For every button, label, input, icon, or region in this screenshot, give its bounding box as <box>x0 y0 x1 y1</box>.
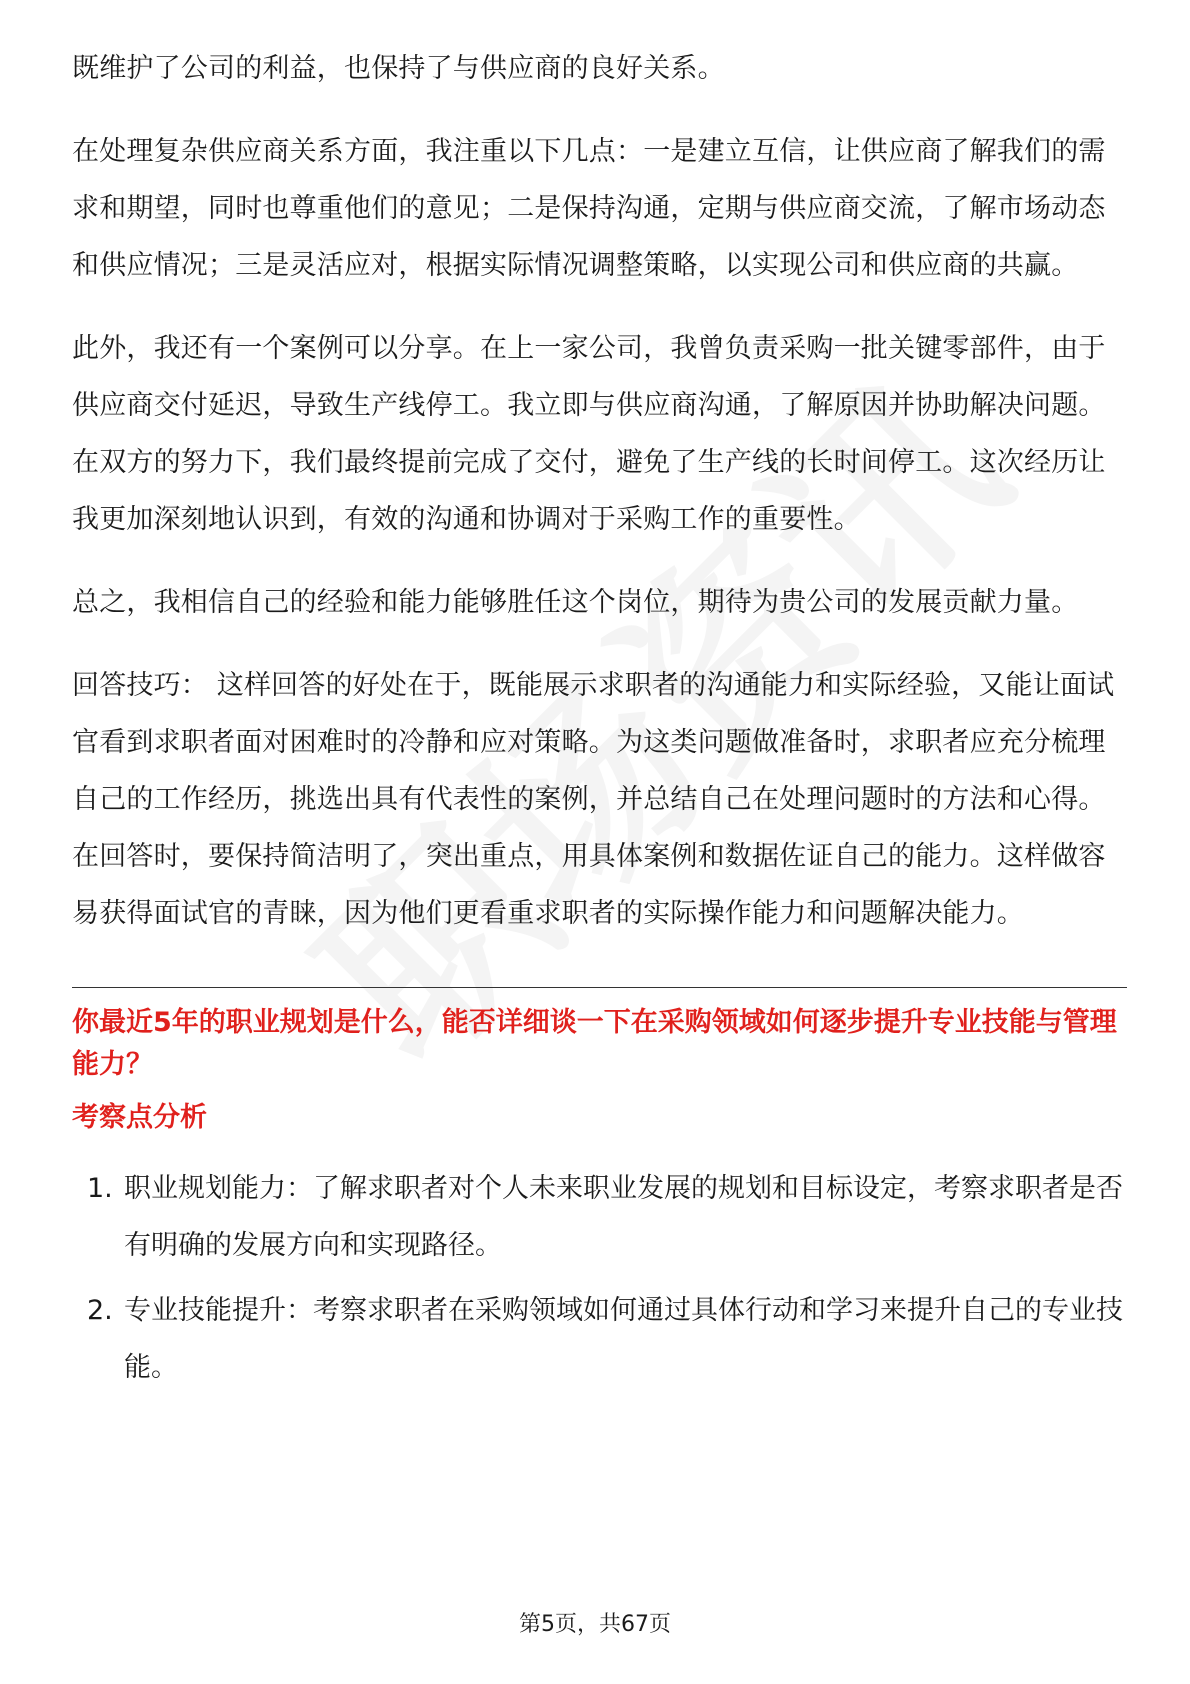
list-number: 1. <box>87 1173 113 1204</box>
answer-tips-paragraph: 回答技巧： 这样回答的好处在于，既能展示求职者的沟通能力和实际经验，又能让面试官看到求职者面对困难时的冷静和应对策略。为这类问题做准备时，求职者应充分梳理自己的工作经历，挑选出具有代表性的案例，并总结自己在处理问题时的方法和心得。在回答时，要保持简洁明了，突出重点，用具体案例和数据佐证自己的能力。这样做容易获得面试官的青睐，因为他们更看重求职者的实际操作能力和问题解决能力。 <box>72 670 1115 929</box>
paragraph-2: 在处理复杂供应商关系方面，我注重以下几点：一是建立互信，让供应商了解我们的需求和期望，同时也尊重他们的意见；二是保持沟通，定期与供应商交流，了解市场动态和供应情况；三是灵活应对，根据实际情况调整策略，以实现公司和供应商的共赢。 <box>72 136 1106 281</box>
list-item <box>72 1282 1127 1396</box>
document-body <box>72 40 1127 1396</box>
paragraph-3: 此外，我还有一个案例可以分享。在上一家公司，我曾负责采购一批关键零部件，由于供应商交付延迟，导致生产线停工。我立即与供应商沟通，了解原因并协助解决问题。在双方的努力下，我们最终提前完成了交付，避免了生产线的长时间停工。这次经历让我更加深刻地认识到，有效的沟通和协调对于采购工作的重要性。 <box>72 333 1106 535</box>
paragraph-1: 既维护了公司的利益，也保持了与供应商的良好关系。 <box>72 53 725 84</box>
page-footer: 第5页，共67页 <box>519 1612 671 1637</box>
list-item <box>72 1160 1127 1274</box>
section-divider <box>72 987 1127 988</box>
paragraph-4: 总之，我相信自己的经验和能力能够胜任这个岗位，期待为贵公司的发展贡献力量。 <box>72 587 1079 618</box>
analysis-heading: 考察点分析 <box>72 1102 207 1133</box>
list-item-text: 职业规划能力：了解求职者对个人未来职业发展的规划和目标设定，考察求职者是否有明确的发展方向和实现路径。 <box>124 1173 1123 1261</box>
list-item-text: 专业技能提升：考察求职者在采购领域如何通过具体行动和学习来提升自己的专业技能。 <box>124 1295 1123 1383</box>
question-heading: 你最近5年的职业规划是什么，能否详细谈一下在采购领域如何逐步提升专业技能与管理能力？ <box>72 1007 1117 1080</box>
analysis-list <box>72 1160 1127 1396</box>
list-number: 2. <box>87 1295 113 1326</box>
